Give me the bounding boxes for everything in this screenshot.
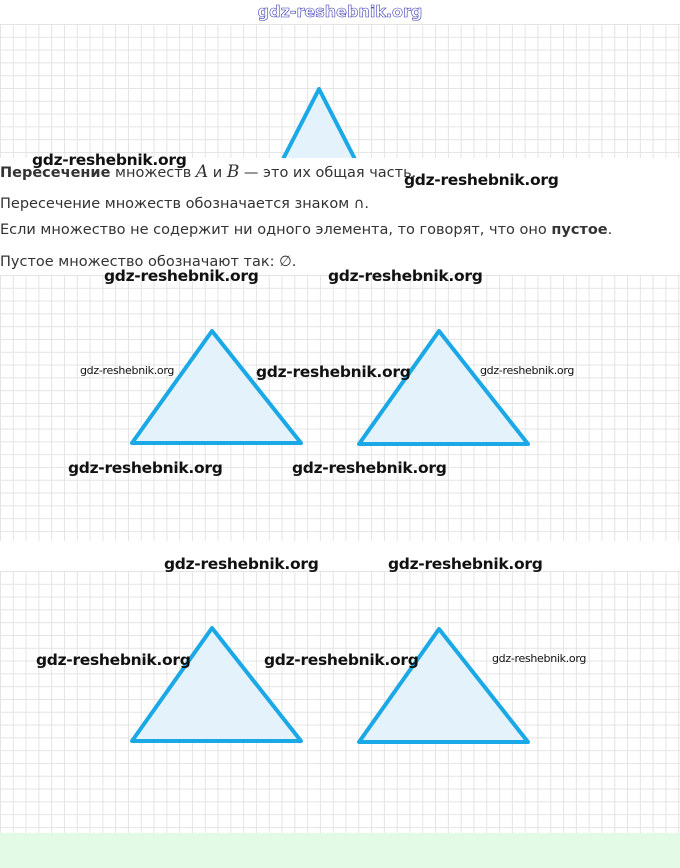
watermark: gdz-reshebnik.org	[36, 651, 191, 669]
watermark: gdz-reshebnik.org	[292, 459, 447, 477]
watermark: gdz-reshebnik.org	[492, 652, 587, 665]
watermark: gdz-reshebnik.org	[264, 651, 419, 669]
watermark: gdz-reshebnik.org	[404, 171, 559, 189]
set-b-symbol: B	[226, 162, 240, 182]
set-a-symbol: A	[195, 162, 209, 182]
text-fragment: и	[208, 165, 227, 181]
watermark: gdz-reshebnik.org	[68, 459, 223, 477]
text-fragment: .	[607, 222, 613, 238]
watermark: gdz-reshebnik.org	[388, 555, 543, 573]
text-fragment: — это их общая часть.	[239, 165, 417, 181]
watermark: gdz-reshebnik.org	[80, 364, 175, 377]
watermark: gdz-reshebnik.org	[328, 267, 483, 285]
watermark: gdz-reshebnik.org	[164, 555, 319, 573]
empty-set-symbol-note: Пустое множество обозначают так: ∅.	[0, 254, 297, 270]
watermark-header: gdz-reshebnik.org	[257, 2, 423, 21]
term-empty: пустое	[551, 222, 608, 238]
text-fragment: Если множество не содержит ни одного элемента, то говорят, что оно	[0, 222, 552, 238]
watermark: gdz-reshebnik.org	[32, 151, 187, 169]
term-intersection: Пересечение	[0, 165, 111, 181]
watermark: gdz-reshebnik.org	[480, 364, 575, 377]
watermark: gdz-reshebnik.org	[256, 363, 411, 381]
watermark: gdz-reshebnik.org	[104, 267, 259, 285]
text-fragment: множеств	[110, 165, 196, 181]
intersection-symbol-note: Пересечение множеств обозначается знаком ∩.	[0, 196, 369, 212]
